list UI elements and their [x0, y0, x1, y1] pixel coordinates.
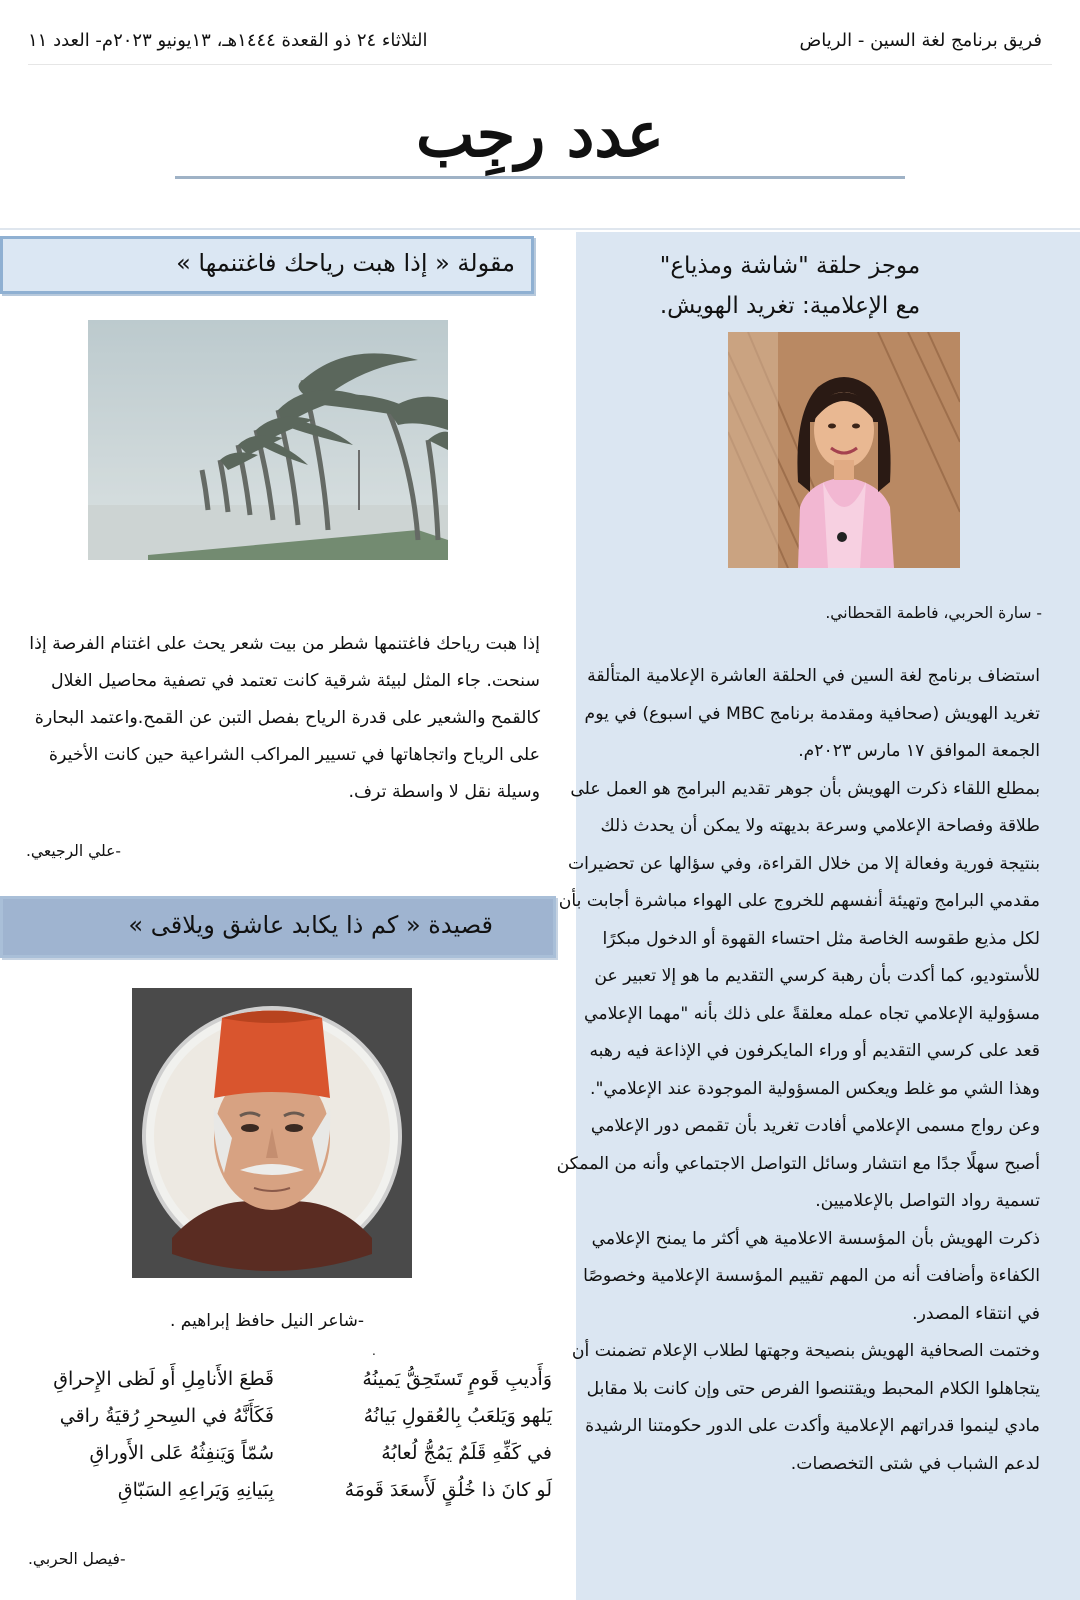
masthead-underline [175, 176, 905, 179]
guest-portrait-image [728, 332, 960, 568]
article-paragraph: وختمت الصحافية الهويش بنصيحة وجهتها لطلاب الإعلام تضمنت أن يتجاهلوا الكلام المحبط ويقتنصوا الفرص حتى وإن كانت بلا مقابل مادي لينموا قدراتهم الإعلامية وأكدت على الدور حكومتنا الرشيدة لدعم الشباب في شتى التخصصات. [571, 1341, 1040, 1474]
poem-verses [24, 1368, 552, 1516]
poem-verse [24, 1442, 552, 1479]
verse-first-hemistich: وَأَديبِ قَومٍ تَستَحِقُّ يَمينُهُ [362, 1368, 552, 1390]
guest-portrait-illustration [728, 332, 960, 568]
section-divider [0, 228, 1080, 230]
poem-author: -فيصل الحربي. [28, 1550, 126, 1568]
interview-title-line1: موجز حلقة "شاشة ومذياع" [659, 253, 921, 279]
windy-palms-image [88, 320, 448, 560]
interview-article [556, 658, 1040, 1483]
poet-portrait-image [132, 988, 412, 1278]
poem-verse [24, 1405, 552, 1442]
issue-date: الثلاثاء ٢٤ ذو القعدة ١٤٤٤هـ، ١٣يونيو ٢٠٢٣م- العدد ١١ [28, 30, 428, 51]
proverb-title-box [0, 236, 534, 294]
poem-title: قصيدة « كم ذا يكابد عاشق ويلاقى » [128, 911, 493, 939]
verse-second-hemistich: بِبَيانِهِ وَيَراعِهِ السَبّاقِ [117, 1479, 274, 1501]
proverb-title: مقولة « إذا هبت رياحك فاغتنمها » [176, 249, 515, 277]
verse-second-hemistich: قَطعَ الأَنامِلِ أَو لَظى الإِحراقِ [53, 1368, 274, 1390]
poem-title-box [0, 896, 556, 958]
article-paragraph: استضاف برنامج لغة السين في الحلقة العاشرة الإعلامية المتألقة تغريد الهويش (صحافية ومقدمة برنامج MBC في اسبوع) في يوم الجمعة الموافق ١٧ مارس ٢٠٢٣م. [584, 666, 1040, 761]
decorative-dot: . [372, 1344, 376, 1358]
poem-verse [24, 1479, 552, 1516]
poet-caption: -شاعر النيل حافظ إبراهيم . [170, 1311, 365, 1331]
masthead-title: عدد رجِب [416, 98, 664, 171]
team-label: فريق برنامج لغة السين - الرياض [799, 30, 1042, 51]
verse-first-hemistich: في كَفِّهِ قَلَمٌ يَمُجُّ لُعابُهُ [381, 1442, 552, 1464]
verse-first-hemistich: لَو كانَ ذا خُلُقٍ لَأَسعَدَ قَومَهُ [344, 1479, 552, 1501]
poet-portrait-illustration [132, 988, 412, 1278]
proverb-text: إذا هبت رياحك فاغتنمها شطر من بيت شعر يحث على اغتنام الفرصة إذا سنحت. جاء المثل لبيئة شرقية كانت تعتمد في تصفية محاصيل الغلال كالقمح والشعير على قدرة الرياح بفصل التبن عن القمح.واعتمد البحارة على الرياح واتجاهاتها في تسيير المراكب الشراعية حين كانت الأخيرة وسيلة نقل لا واسطة ترف. [29, 634, 540, 802]
verse-second-hemistich: فَكَأَنَّهُ في السِحرِ رُقيَةُ راقي [59, 1405, 274, 1427]
windy-palms-illustration [88, 320, 448, 560]
verse-second-hemistich: سُمّاً وَيَنفِثُهُ عَلى الأَوراقِ [89, 1442, 274, 1464]
poem-verse [24, 1368, 552, 1405]
header-divider [28, 64, 1052, 65]
verse-first-hemistich: يَلهو وَيَلعَبُ بِالعُقولِ بَيانُهُ [363, 1405, 552, 1427]
interview-title-line2: مع الإعلامية: تغريد الهويش. [659, 293, 921, 319]
article-credits: - سارة الحربي، فاطمة القحطاني. [825, 604, 1042, 622]
article-paragraph: بمطلع اللقاء ذكرت الهويش بأن جوهر تقديم البرامج هو العمل على طلاقة وفصاحة الإعلامي وسرعة بديهته ولا يمكن أن يحدث ذلك بنتيجة فورية وفعالة إلا من خلال القراءة، وفي سؤالها عن تحضيرات مقدمي البرامج وتهيئة أنفسهم للخروج على الهواء مباشرة أجابت بأن لكل مذيع طقوسه الخاصة مثل احتساء القهوة أو الدخول مبكرًا للأستوديو، كما أكدت بأن رهبة كرسي التقديم ما هو إلا تعبير عن مسؤولية الإعلامي تجاه عمله معلقةً على ذلك بأنه "مهما الإعلامي قعد على كرسي التقديم أو وراء المايكرفون في الإذاعة فيه رهبه وهذا الشي مو غلط ويعكس المسؤولية الموجودة عند الإعلامي". [558, 778, 1040, 1099]
interview-heading [625, 246, 955, 326]
proverb-author: -علي الرجيعي. [26, 842, 121, 860]
article-paragraph: ذكرت الهويش بأن المؤسسة الاعلامية هي أكثر ما يمنح الإعلامي الكفاءة وأضافت أنه من المهم تقييم المؤسسة الإعلامية وخصوصًا في انتقاء المصدر. [583, 1228, 1040, 1324]
article-paragraph: وعن رواج مسمى الإعلامي أفادت تغريد بأن تقمص دور الإعلامي أصبح سهلًا جدًا مع انتشار وسائل التواصل الاجتماعي وأنه من الممكن تسمية رواد التواصل بالإعلاميين. [556, 1116, 1040, 1211]
